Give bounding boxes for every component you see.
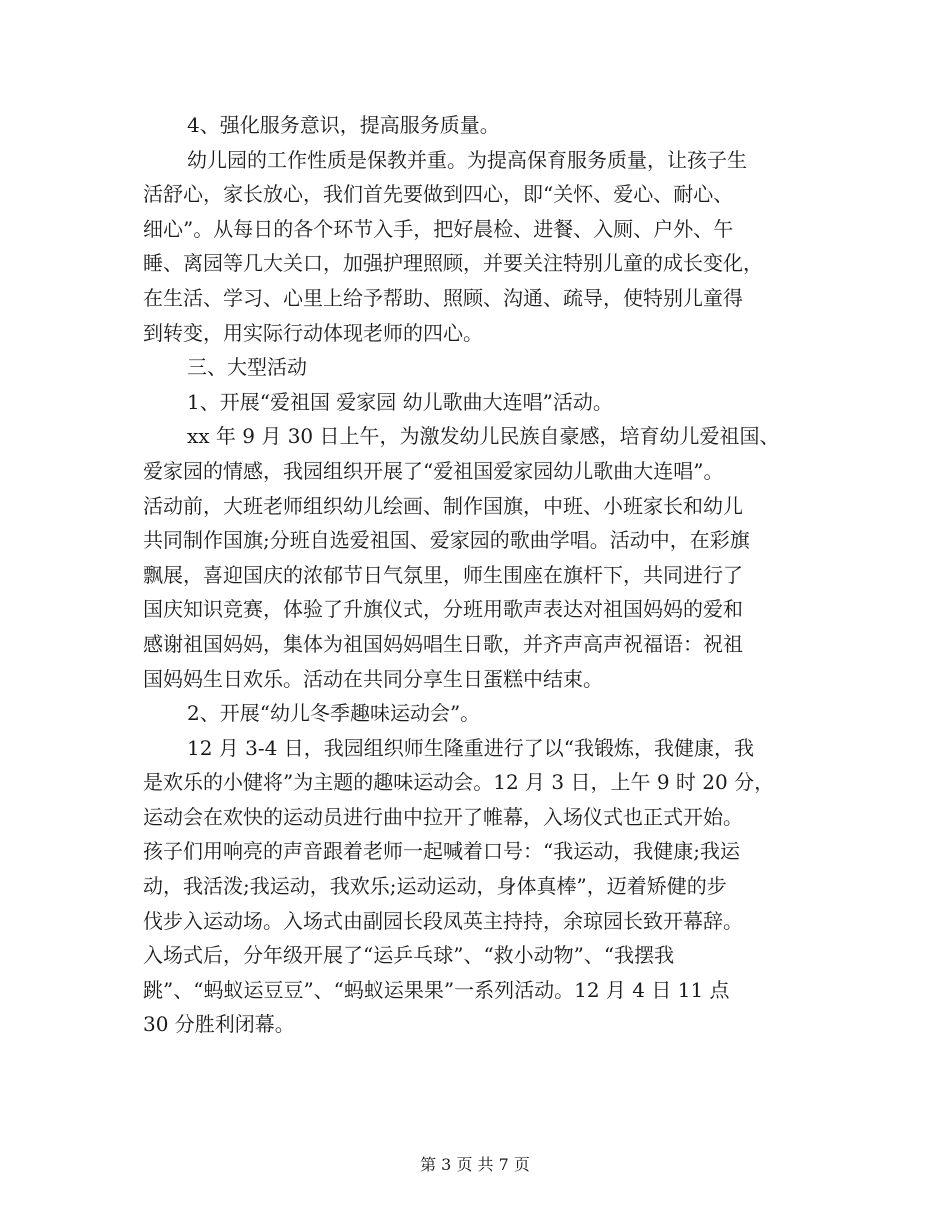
paragraph-line: 国庆知识竞赛，体验了升旗仪式，分班用歌声表达对祖国妈妈的爱和 [143, 597, 743, 622]
paragraph-line: 飘展，喜迎国庆的浓郁节日气氛里，师生围座在旗杆下，共同进行了 [143, 562, 743, 587]
paragraph-line: 睡、离园等几大关口，加强护理照顾，并要关注特别儿童的成长变化， [143, 251, 763, 276]
paragraph-line: 到转变，用实际行动体现老师的四心。 [143, 320, 483, 345]
paragraph-line: 运动会在欢快的运动员进行曲中拉开了帷幕，入场仪式也正式开始。 [143, 804, 743, 829]
paragraph-line: 动，我活泼;我运动，我欢乐;运动运动，身体真棒”，迈着矫健的步 [143, 874, 727, 899]
item-heading-sports-meet: 2、开展“幼儿冬季趣味运动会”。 [187, 701, 481, 726]
paragraph-line: 在生活、学习、心里上给予帮助、照顾、沟通、疏导，使特别儿童得 [143, 285, 743, 310]
paragraph-line: 细心”。从每日的各个环节入手，把好晨检、进餐、入厕、户外、午 [143, 216, 734, 241]
paragraph-line: 活动前，大班老师组织幼儿绘画、制作国旗，中班、小班家长和幼儿 [143, 493, 743, 518]
paragraph-line: 伐步入运动场。入场式由副园长段凤英主持持，余琼园长致开幕辞。 [143, 908, 743, 933]
heading-service-quality: 4、强化服务意识，提高服务质量。 [187, 113, 500, 137]
paragraph-line: 国妈妈生日欢乐。活动在共同分享生日蛋糕中结束。 [143, 666, 603, 691]
document-body [143, 108, 808, 1042]
paragraph-activity-1 [143, 419, 808, 696]
paragraph-line: 跳”、“蚂蚁运豆豆”、“蚂蚁运果果”一系列活动。12 月 4 日 11 点 [143, 977, 730, 1002]
paragraph-line: 感谢祖国妈妈，集体为祖国妈妈唱生日歌，并齐声高声祝福语：祝祖 [143, 631, 743, 656]
paragraph-line: 爱家园的情感，我园组织开展了“爱祖国爱家园幼儿歌曲大连唱”。 [143, 458, 724, 483]
section-heading-activities: 三、大型活动 [187, 355, 307, 380]
paragraph-line: 幼儿园的工作性质是保教并重。为提高保育服务质量，让孩子生 [187, 147, 747, 172]
paragraph-line: 是欢乐的小健将”为主题的趣味运动会。12 月 3 日，上午 9 时 20 分， [143, 770, 775, 795]
paragraph-line: 共同制作国旗;分班自选爱祖国、爱家园的歌曲学唱。活动中，在彩旗 [143, 528, 750, 553]
page-number-footer: 第 3 页 共 7 页 [420, 1155, 530, 1174]
paragraph-line: 孩子们用响亮的声音跟着老师一起喊着口号：“我运动，我健康;我运 [143, 839, 740, 864]
paragraph-line: 30 分胜利闭幕。 [143, 1012, 295, 1037]
paragraph-line: 活舒心，家长放心，我们首先要做到四心，即“关怀、爱心、耐心、 [143, 182, 734, 207]
paragraph-line: xx 年 9 月 30 日上午，为激发幼儿民族自豪感，培育幼儿爱祖国、 [187, 424, 780, 449]
paragraph-line: 12 月 3-4 日，我园组织师生隆重进行了以“我锻炼，我健康，我 [187, 735, 754, 760]
paragraph-line: 入场式后，分年级开展了“运乒乓球”、“救小动物”、“我摆我 [143, 943, 675, 968]
paragraph-service [143, 143, 808, 351]
paragraph-activity-2 [143, 731, 808, 1042]
item-heading-song-contest: 1、开展“爱祖国 爱家园 幼儿歌曲大连唱”活动。 [187, 389, 613, 414]
